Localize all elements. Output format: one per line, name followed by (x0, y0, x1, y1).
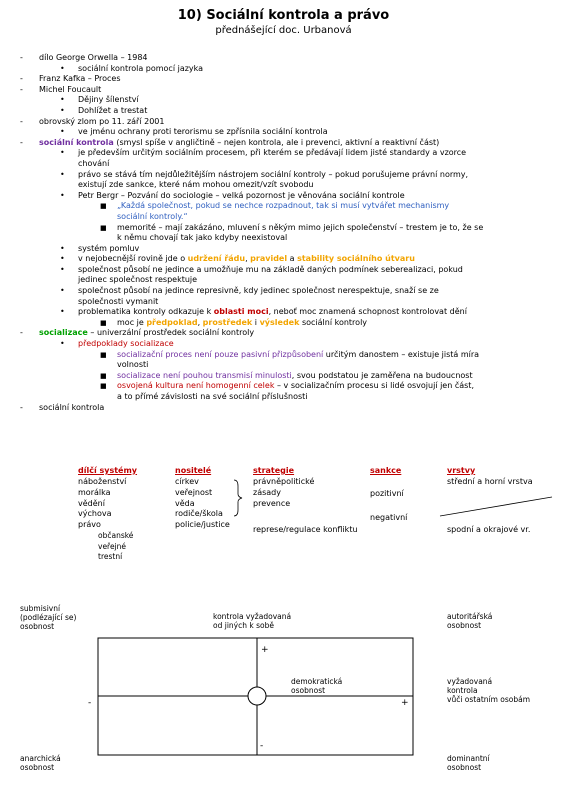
outline-text: sociální kontrola (39, 137, 114, 147)
bearer-item: policie/justice (175, 520, 230, 530)
outline-text: je především určitým sociálním procesem, při kterém se předávají lidem jisté standardy a vzorce (78, 148, 467, 158)
outline-text: volnosti (117, 360, 149, 370)
outline-text: moc je (117, 317, 147, 327)
bullet-marker: • (60, 286, 65, 296)
outline-text: obrovský zlom po 11. září 2001 (39, 116, 165, 126)
outline-text: osvojená kultura není homogenní celek (117, 381, 275, 391)
bearer-item: veřejnost (175, 487, 213, 497)
outline-text: pravidel (250, 254, 288, 264)
outline-text: k němu chovají tak jako kdyby neexistoval (117, 233, 288, 243)
outline-text: Franz Kafka – Proces (39, 74, 121, 84)
bullet-marker: - (20, 53, 23, 62)
outline-text: prostředek (202, 317, 253, 327)
outline-text: , (197, 317, 203, 327)
dominant-label: dominantní osobnost (447, 754, 490, 772)
law-subtype: trestní (98, 552, 123, 561)
bullet-marker: • (60, 264, 65, 274)
bullet-marker: • (60, 307, 65, 317)
header-sanctions: sankce (370, 466, 402, 475)
outline-text: výsledek (259, 317, 300, 327)
outline-text: Michel Foucault (39, 84, 102, 94)
bullet-marker: - (20, 116, 23, 126)
page-subtitle: přednášející doc. Urbanová (215, 25, 352, 36)
outline-text: (smysl spíše v angličtině – nejen kontrola, ale i prevenci, aktivní a reaktivní část) (113, 137, 440, 147)
subsystem-item: vědění (78, 498, 105, 508)
bullet-marker: • (60, 169, 65, 179)
strategy-item: zásady (253, 487, 281, 497)
outline-text: předpoklady socializace (78, 339, 174, 349)
layer-bottom: spodní a okrajové vr. (447, 525, 531, 534)
minus-bottom: - (260, 741, 264, 751)
plus-right: + (401, 698, 409, 708)
outline-text: – univerzální prostředek sociální kontroly (87, 328, 255, 338)
sanction-negative: negativní (370, 513, 408, 522)
law-subtype: veřejné (98, 541, 127, 551)
bullet-marker: - (20, 137, 23, 147)
bullet-marker: - (20, 328, 23, 338)
bullet-marker: • (60, 95, 65, 105)
outline-text: právo se stává tím nejdůležitějším nástrojem sociální kontroly – pokud porušujeme právní normy, (78, 169, 469, 179)
outline-text: problematika kontroly odkazuje k (78, 307, 214, 317)
outline-text: sociální kontroly (299, 317, 368, 327)
outline-text: sociální kontrola (39, 402, 105, 412)
bullet-marker: • (60, 63, 65, 73)
outline-text: Petr Bergr – Pozvání do sociologie – velká pozornost je věnována sociální kontrole (78, 190, 405, 200)
bullet-marker: • (60, 190, 65, 200)
subsystem-item: právo (78, 520, 101, 530)
control-required-label: kontrola vyžadovaná od jiných k sobě (213, 612, 292, 630)
outline-text: oblasti moci (213, 307, 269, 317)
bullet-marker: ■ (100, 223, 107, 232)
bullet-marker: • (60, 127, 65, 137)
bullet-marker: ■ (100, 318, 107, 327)
bullet-marker: • (60, 339, 65, 349)
subsystem-item: náboženství (78, 477, 127, 486)
outline-text: ve jménu ochrany proti terorismu se zpřísnila sociální kontrola (78, 127, 328, 137)
outline-text: jedinec společnost respektuje (78, 275, 198, 285)
page-title: 10) Sociální kontrola a právo (177, 8, 390, 23)
outline-text: udržení řádu (187, 254, 246, 264)
outline-text: socializace (39, 328, 88, 338)
outline-text: stability sociálního útvaru (297, 254, 415, 264)
outline-text: i (252, 317, 260, 327)
anarchic-label: anarchická osobnost (20, 754, 61, 772)
subsystem-item: morálka (78, 487, 111, 497)
bullet-marker: ■ (100, 371, 107, 380)
outline-text: memorité – mají zakázáno, mluvení s někým mimo jejich společenství – trestem je to, že se (117, 222, 484, 232)
required-control-label: vyžadovaná kontrola vůči ostatním osobám (447, 677, 531, 704)
outline-text: – v socializačním procesu si lidé osvojují jen část, (274, 381, 474, 391)
bearer-item: církev (175, 477, 199, 486)
header-bearers: nositelé (175, 466, 212, 475)
outline-text: sociální kontroly.“ (117, 211, 188, 221)
strategy-last: represe/regulace konfliktu (253, 525, 358, 534)
header-strategy: strategie (253, 466, 295, 475)
outline-text: , neboť moc znamená schopnost kontrolovat dění (268, 307, 467, 317)
bearer-item: rodiče/škola (175, 509, 223, 519)
outline-text: socializační proces není pouze pasivní přizpůsobení (117, 349, 324, 359)
bullet-marker: • (60, 254, 65, 264)
bullet-marker: - (20, 74, 23, 84)
bullet-marker: ■ (100, 202, 107, 211)
outline-text: sociální kontrola pomocí jazyka (78, 63, 204, 73)
minus-left: - (88, 698, 92, 708)
outline-text: „Každá společnost, pokud se nechce rozpadnout, tak si musí vytvářet mechanismy (117, 201, 450, 211)
sanction-positive: pozitivní (370, 489, 404, 498)
outline-text: chování (78, 158, 110, 168)
bullet-marker: • (60, 243, 65, 253)
democratic-label: demokratická osobnost (291, 677, 343, 695)
outline-text: existují zde sankce, které nám mohou omezit/vzít svobodu (78, 180, 314, 190)
outline-text: společnosti vymanit (78, 296, 159, 306)
outline-text: a to přímé závislosti na své sociální příslušnosti (117, 392, 308, 401)
outline-text: společnost působí ne jedince a umožňuje mu na základě daných podmínek seberealizaci, pokud (78, 264, 463, 274)
bullet-marker: • (60, 148, 65, 158)
bullet-marker: - (20, 402, 23, 412)
outline-text: Dohlížet a trestat (78, 105, 148, 115)
outline-text: určitým danostem – existuje jistá míra (323, 349, 480, 359)
plus-top: + (261, 645, 269, 655)
outline-text: společnost působí na jedince represivně, kdy jedinec společnost nerespektuje, snaží se ze (78, 286, 439, 296)
bullet-marker: ■ (100, 350, 107, 359)
outline-text: Dějiny šílenství (78, 95, 139, 105)
bullet-marker: - (20, 84, 23, 94)
submissive-label: submisivní (podlézající se) osobnost (20, 604, 77, 631)
layer-top: střední a horní vrstva (447, 477, 533, 486)
outline-text: , (245, 254, 251, 264)
strategy-item: prevence (253, 498, 291, 508)
outline-text: systém pomluv (78, 243, 140, 253)
strategy-item: právněpolitické (253, 477, 315, 486)
law-subtype: občanské (98, 531, 134, 540)
bearer-item: věda (175, 498, 195, 508)
outline-text: dílo George Orwella – 1984 (39, 53, 148, 62)
subsystem-item: výchova (78, 509, 112, 519)
outline-text: , svou podstatou je zaměřena na budoucnost (291, 370, 473, 380)
outline-text: v nejobecnější rovině jde o (78, 254, 188, 264)
header-subsystems: dílčí systémy (78, 466, 138, 475)
bullet-marker: ■ (100, 382, 107, 391)
outline-text: socializace není pouhou transmisí minulosti (117, 370, 292, 380)
outline-text: a (287, 254, 298, 264)
bullet-marker: • (60, 105, 65, 115)
authoritarian-label: autoritářská osobnost (447, 612, 493, 630)
outline-text: předpoklad (146, 317, 198, 327)
header-layers: vrstvy (447, 466, 476, 475)
